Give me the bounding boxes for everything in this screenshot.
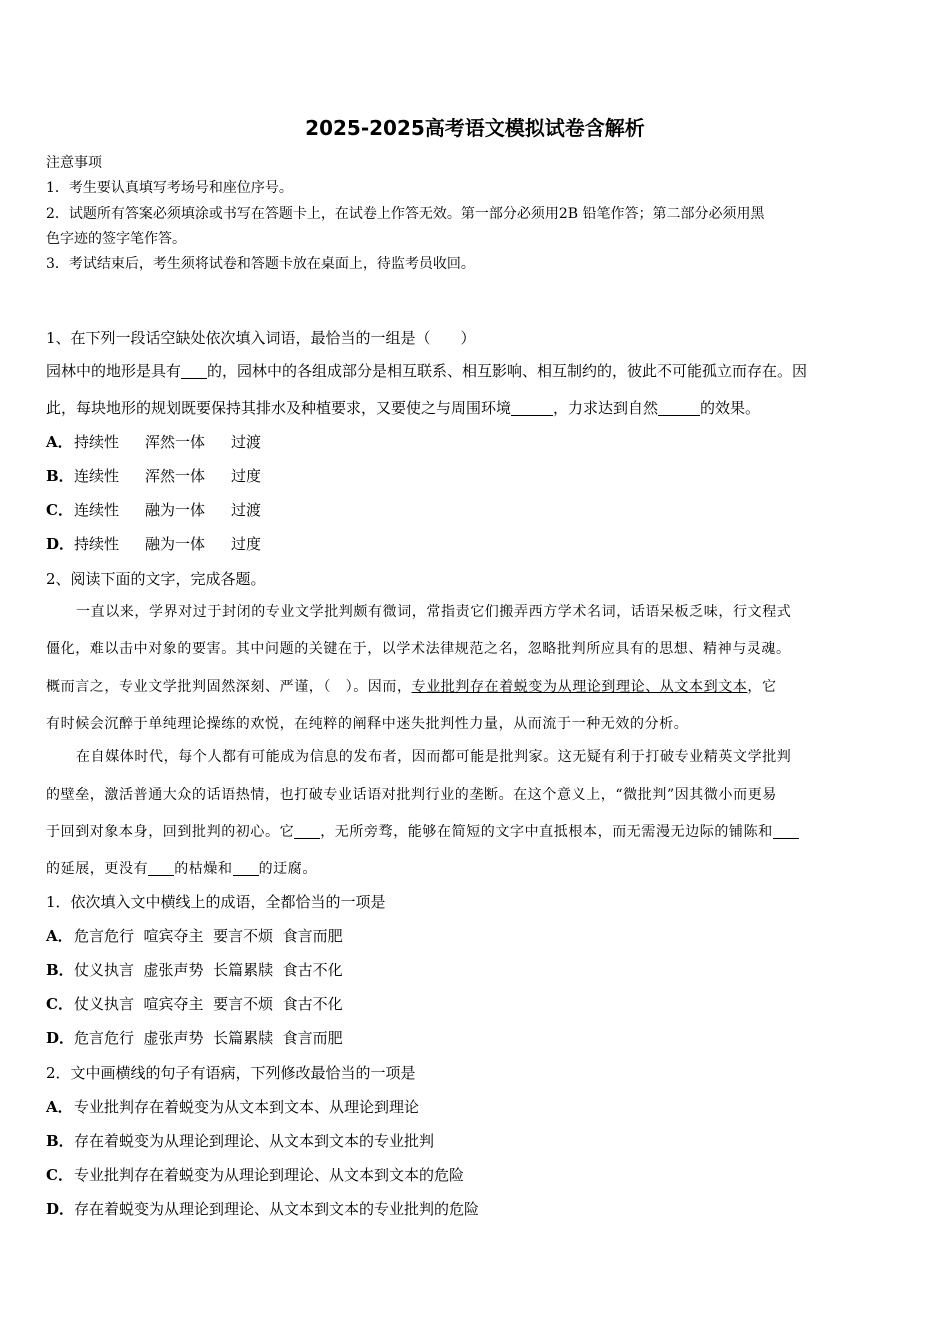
option-word: 浑然一体 [145,467,206,485]
q1-text-seg: 此，每块地形的规划既要保持其排水及种植要求，又要使之与周围环境 [46,399,512,417]
option-word: 浑然一体 [145,433,206,451]
option-letter: D． [46,535,75,553]
blank [181,364,207,379]
passage-line [46,821,799,841]
notice-item: 3．考试结束后，考生须将试卷和答题卡放在桌面上，待监考员收回。 [46,256,475,272]
option-letter: C． [46,995,73,1013]
q2-stem: 2、阅读下面的文字，完成各题。 [46,570,266,588]
q1-text-seg: ，力求达到自然 [553,399,659,417]
option-letter: B． [46,1132,74,1150]
option-letter: B． [46,467,74,485]
option-text: 仗义执言 喧宾夺主 要言不烦 食古不化 [74,995,343,1013]
option-text: 存在着蜕变为从理论到理论、从文本到文本的专业批判 [74,1132,435,1150]
option-word: 连续性 [74,501,120,519]
option-word: 持续性 [74,535,120,553]
option-word: 过渡 [231,501,262,519]
passage-seg: ，无所旁骛，能够在简短的文字中直抵根本，而无需漫无边际的铺陈和 [320,824,773,840]
passage-line [46,676,777,696]
q1-text-seg: 的，园林中的各组成部分是相互联系、相互影响、相互制约的，彼此不可能孤立而存在。因 [207,362,808,380]
sub2-option-b[interactable] [46,1130,434,1151]
blank [233,861,259,876]
sub1-stem: 1．依次填入文中横线上的成语，全都恰当的一项是 [46,893,386,911]
option-letter: A． [46,1098,73,1116]
option-word: 融为一体 [145,535,206,553]
sub2-option-c[interactable] [46,1164,464,1185]
page-title: 2025-2025高考语文模拟试卷含解析 [305,116,645,140]
option-letter: B． [46,961,74,979]
option-text: 存在着蜕变为从理论到理论、从文本到文本的专业批判的危险 [74,1200,480,1218]
sub1-option-c[interactable] [46,993,343,1014]
sub2-option-a[interactable] [46,1096,419,1117]
passage-seg: ，它 [747,679,777,695]
option-text: 危言危行 虚张声势 长篇累牍 食言而肥 [74,1029,343,1047]
sub1-option-a[interactable] [46,925,343,946]
passage-seg: 概而言之，专业文学批判固然深刻、严谨，（ ）。因而， [46,679,412,695]
q1-stem: 1、在下列一段话空缺处依次填入词语，最恰当的一组是（ ） [46,329,476,347]
passage-line: 在自媒体时代，每个人都有可能成为信息的发布者，因而都可能是批判家。这无疑有利于打破专业精英文学批判 [76,749,792,765]
q1-text-line [46,360,807,381]
q1-text-line [46,397,760,418]
option-letter: D． [46,1029,75,1047]
option-word: 过度 [231,535,262,553]
q1-option-c[interactable] [46,499,287,520]
option-word: 过渡 [231,433,262,451]
blank [773,824,799,839]
option-letter: C． [46,1166,73,1184]
sub2-option-d[interactable] [46,1198,479,1219]
option-letter: A． [46,927,73,945]
blank [658,401,700,416]
passage-seg: 的延展，更没有 [46,861,149,877]
option-text: 仗义执言 虚张声势 长篇累牍 食古不化 [74,961,343,979]
passage-seg: 于回到对象本身，回到批判的初心。它 [46,824,295,840]
option-word: 融为一体 [145,501,206,519]
sub1-option-b[interactable] [46,959,343,980]
notice-item: 1．考生要认真填写考场号和座位序号。 [46,180,293,196]
option-letter: C． [46,501,73,519]
option-text: 危言危行 喧宾夺主 要言不烦 食言而肥 [74,927,343,945]
q1-option-d[interactable] [46,533,287,554]
option-letter: A． [46,433,73,451]
blank [148,861,174,876]
sub1-option-d[interactable] [46,1027,343,1048]
passage-line: 僵化，难以击中对象的要害。其中问题的关键在于，以学术法律规范之名，忽略批判所应具有的思想、精神与灵魂。 [46,641,791,657]
passage-seg: 的枯燥和 [174,861,233,877]
option-text: 专业批判存在着蜕变为从文本到文本、从理论到理论 [74,1098,420,1116]
q1-option-a[interactable] [46,431,287,452]
option-word: 持续性 [74,433,120,451]
q1-text-seg: 园林中的地形是具有 [46,362,182,380]
q1-text-seg: 的效果。 [700,399,761,417]
notice-heading: 注意事项 [46,155,102,171]
sub2-stem: 2．文中画横线的句子有语病，下列修改最恰当的一项是 [46,1064,416,1082]
passage-line: 一直以来，学界对过于封闭的专业文学批判颇有微词，常指责它们搬弄西方学术名词，话语呆板乏味，行文程式 [76,604,792,620]
passage-line: 的壁垒，激活普通大众的话语热情，也打破专业话语对批判行业的垄断。在这个意义上，“微批判”因其微小而更易 [46,787,777,803]
option-letter: D． [46,1200,75,1218]
notice-item: 色字迹的签字笔作答。 [46,231,186,247]
blank [294,824,320,839]
passage-seg: 的迂腐。 [258,861,318,877]
passage-line: 有时候会沉醉于单纯理论操练的欢悦，在纯粹的阐释中迷失批判性力量，从而流于一种无效的分析。 [46,716,689,732]
passage-line [46,858,317,878]
option-word: 连续性 [74,467,120,485]
underlined-sentence: 专业批判存在着蜕变为从理论到理论、从文本到文本 [411,679,748,695]
option-word: 过度 [231,467,262,485]
q1-option-b[interactable] [46,465,287,486]
blank [511,401,553,416]
notice-item: 2．试题所有答案必须填涂或书写在答题卡上，在试卷上作答无效。第一部分必须用2B 铅笔作答；第二部分必须用黑 [46,206,765,222]
option-text: 专业批判存在着蜕变为从理论到理论、从文本到文本的危险 [74,1166,465,1184]
